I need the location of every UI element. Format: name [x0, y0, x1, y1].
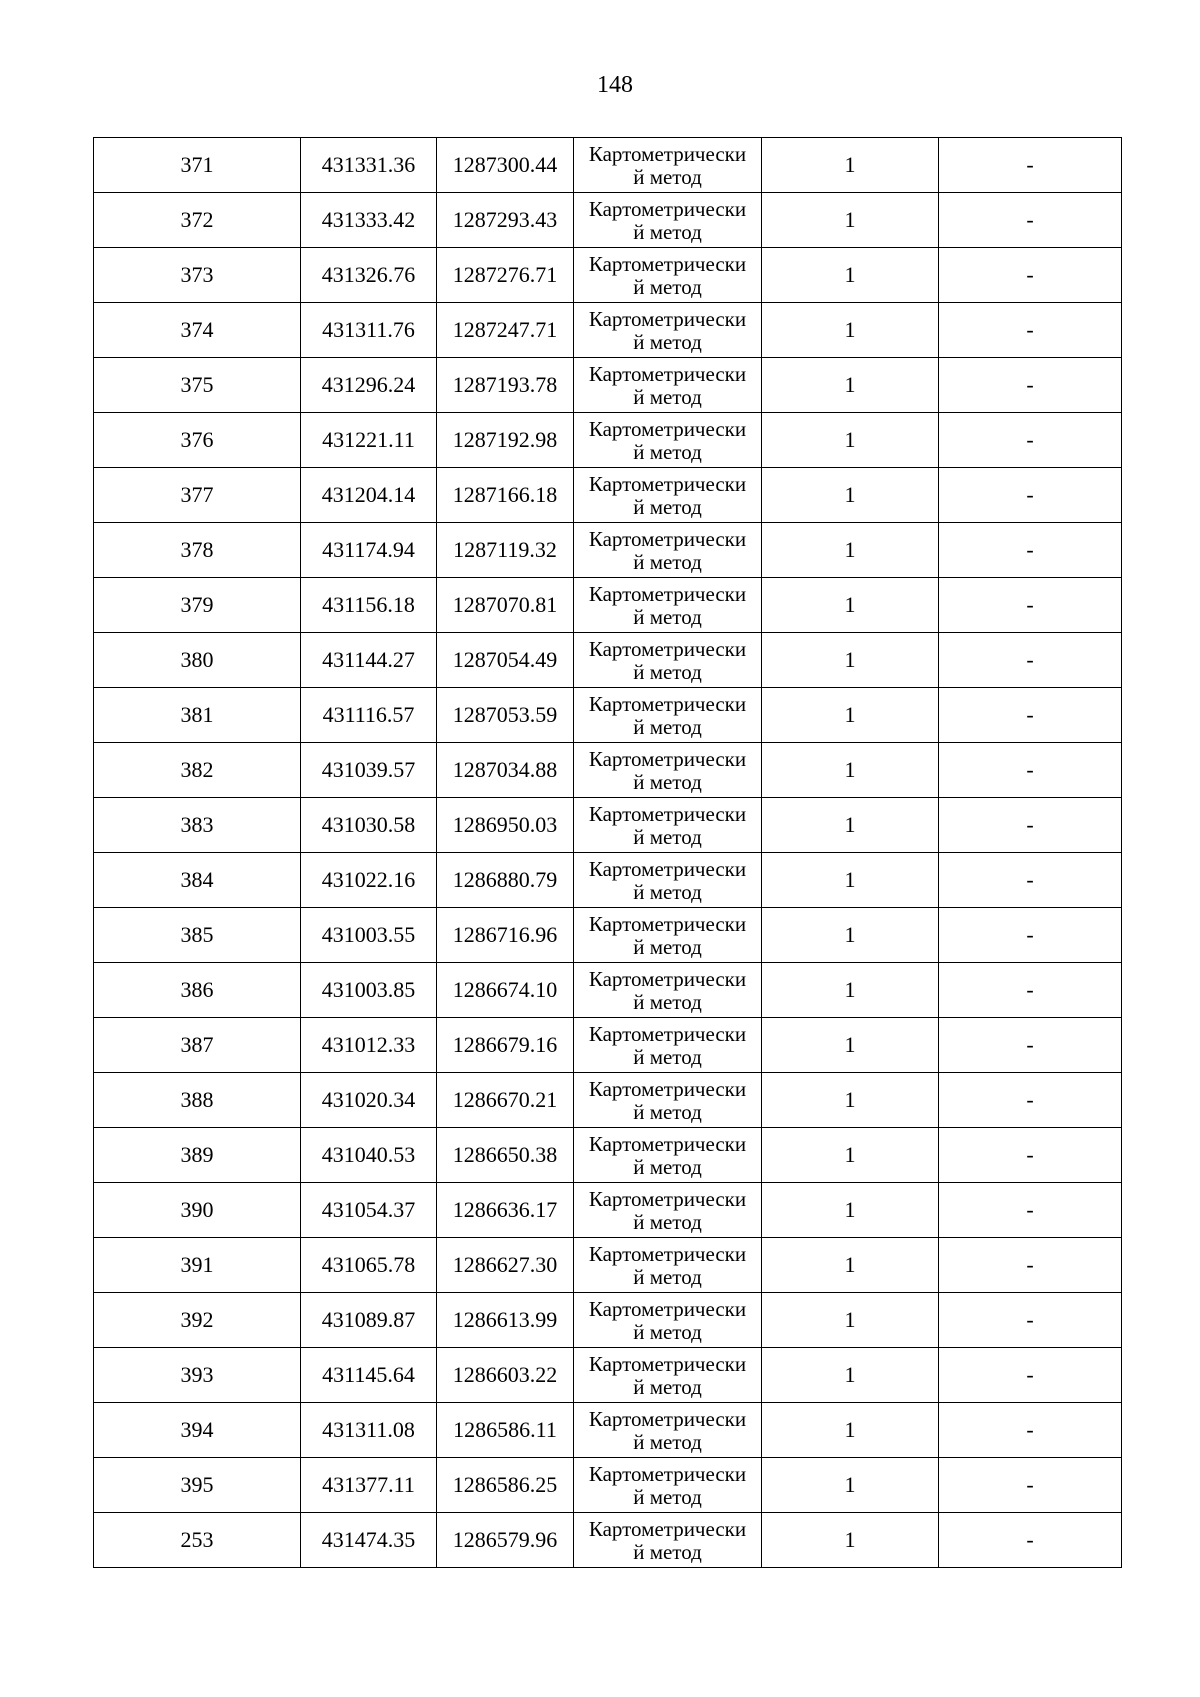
- coordinates-table-body: [94, 138, 1122, 1568]
- method-cell: [574, 303, 762, 358]
- method-line-1: Картометрически: [588, 1352, 747, 1376]
- method-line-2: й метод: [633, 275, 702, 299]
- method-line-2: й метод: [633, 1100, 702, 1124]
- point-number-cell: 392: [94, 1293, 301, 1348]
- method-cell: [574, 1128, 762, 1183]
- x-coordinate-cell: 431089.87: [301, 1293, 437, 1348]
- method-cell: [574, 523, 762, 578]
- table-row: [94, 193, 1122, 248]
- accuracy-cell: 1: [762, 743, 939, 798]
- accuracy-cell: 1: [762, 1183, 939, 1238]
- table-row: [94, 138, 1122, 193]
- method-cell: [574, 633, 762, 688]
- table-row: [94, 1348, 1122, 1403]
- method-line-2: й метод: [633, 1485, 702, 1509]
- point-number-cell: 393: [94, 1348, 301, 1403]
- point-number-cell: 378: [94, 523, 301, 578]
- method-cell: [574, 578, 762, 633]
- x-coordinate-cell: 431311.08: [301, 1403, 437, 1458]
- note-cell: -: [939, 743, 1122, 798]
- note-cell: -: [939, 853, 1122, 908]
- y-coordinate-cell: 1286586.11: [437, 1403, 574, 1458]
- point-number-cell: 387: [94, 1018, 301, 1073]
- method-cell: [574, 1348, 762, 1403]
- y-coordinate-cell: 1286586.25: [437, 1458, 574, 1513]
- x-coordinate-cell: 431331.36: [301, 138, 437, 193]
- x-coordinate-cell: 431156.18: [301, 578, 437, 633]
- table-row: [94, 413, 1122, 468]
- y-coordinate-cell: 1287054.49: [437, 633, 574, 688]
- accuracy-cell: 1: [762, 1513, 939, 1568]
- accuracy-cell: 1: [762, 138, 939, 193]
- method-line-1: Картометрически: [588, 1407, 747, 1431]
- method-line-2: й метод: [633, 1320, 702, 1344]
- method-cell: [574, 138, 762, 193]
- method-cell: [574, 358, 762, 413]
- method-cell: [574, 1238, 762, 1293]
- accuracy-cell: 1: [762, 1128, 939, 1183]
- y-coordinate-cell: 1287193.78: [437, 358, 574, 413]
- method-line-1: Картометрически: [588, 1022, 747, 1046]
- accuracy-cell: 1: [762, 413, 939, 468]
- method-cell: [574, 468, 762, 523]
- table-row: [94, 1458, 1122, 1513]
- method-line-1: Картометрически: [588, 692, 747, 716]
- note-cell: -: [939, 523, 1122, 578]
- method-line-2: й метод: [633, 330, 702, 354]
- method-line-2: й метод: [633, 550, 702, 574]
- y-coordinate-cell: 1287070.81: [437, 578, 574, 633]
- x-coordinate-cell: 431003.55: [301, 908, 437, 963]
- method-line-1: Картометрически: [588, 527, 747, 551]
- accuracy-cell: 1: [762, 1458, 939, 1513]
- method-line-2: й метод: [633, 1045, 702, 1069]
- table-row: [94, 468, 1122, 523]
- y-coordinate-cell: 1287276.71: [437, 248, 574, 303]
- method-cell: [574, 413, 762, 468]
- method-line-1: Картометрически: [588, 967, 747, 991]
- x-coordinate-cell: 431012.33: [301, 1018, 437, 1073]
- method-line-1: Картометрически: [588, 637, 747, 661]
- table-row: [94, 1128, 1122, 1183]
- point-number-cell: 377: [94, 468, 301, 523]
- method-line-1: Картометрически: [588, 802, 747, 826]
- note-cell: -: [939, 578, 1122, 633]
- method-line-2: й метод: [633, 880, 702, 904]
- table-row: [94, 1018, 1122, 1073]
- y-coordinate-cell: 1287034.88: [437, 743, 574, 798]
- method-line-2: й метод: [633, 495, 702, 519]
- point-number-cell: 386: [94, 963, 301, 1018]
- point-number-cell: 376: [94, 413, 301, 468]
- accuracy-cell: 1: [762, 1293, 939, 1348]
- method-line-1: Картометрически: [588, 417, 747, 441]
- y-coordinate-cell: 1286603.22: [437, 1348, 574, 1403]
- note-cell: -: [939, 1293, 1122, 1348]
- point-number-cell: 379: [94, 578, 301, 633]
- accuracy-cell: 1: [762, 303, 939, 358]
- note-cell: -: [939, 1458, 1122, 1513]
- method-line-1: Картометрически: [588, 1187, 747, 1211]
- table-row: [94, 248, 1122, 303]
- method-line-1: Картометрически: [588, 252, 747, 276]
- x-coordinate-cell: 431333.42: [301, 193, 437, 248]
- x-coordinate-cell: 431022.16: [301, 853, 437, 908]
- point-number-cell: 372: [94, 193, 301, 248]
- method-line-2: й метод: [633, 165, 702, 189]
- accuracy-cell: 1: [762, 1073, 939, 1128]
- note-cell: -: [939, 1238, 1122, 1293]
- table-row: [94, 908, 1122, 963]
- x-coordinate-cell: 431144.27: [301, 633, 437, 688]
- note-cell: -: [939, 138, 1122, 193]
- method-line-1: Картометрически: [588, 582, 747, 606]
- x-coordinate-cell: 431377.11: [301, 1458, 437, 1513]
- point-number-cell: 382: [94, 743, 301, 798]
- y-coordinate-cell: 1286880.79: [437, 853, 574, 908]
- method-line-1: Картометрически: [588, 1242, 747, 1266]
- method-cell: [574, 688, 762, 743]
- method-line-2: й метод: [633, 825, 702, 849]
- note-cell: -: [939, 468, 1122, 523]
- method-cell: [574, 1018, 762, 1073]
- note-cell: -: [939, 1128, 1122, 1183]
- accuracy-cell: 1: [762, 853, 939, 908]
- x-coordinate-cell: 431116.57: [301, 688, 437, 743]
- method-cell: [574, 1403, 762, 1458]
- x-coordinate-cell: 431039.57: [301, 743, 437, 798]
- y-coordinate-cell: 1287166.18: [437, 468, 574, 523]
- point-number-cell: 384: [94, 853, 301, 908]
- x-coordinate-cell: 431040.53: [301, 1128, 437, 1183]
- table-row: [94, 303, 1122, 358]
- method-line-1: Картометрически: [588, 142, 747, 166]
- method-cell: [574, 1073, 762, 1128]
- point-number-cell: 389: [94, 1128, 301, 1183]
- x-coordinate-cell: 431204.14: [301, 468, 437, 523]
- method-line-1: Картометрически: [588, 912, 747, 936]
- table-row: [94, 1513, 1122, 1568]
- table-row: [94, 523, 1122, 578]
- y-coordinate-cell: 1286627.30: [437, 1238, 574, 1293]
- point-number-cell: 375: [94, 358, 301, 413]
- x-coordinate-cell: 431054.37: [301, 1183, 437, 1238]
- table-row: [94, 688, 1122, 743]
- note-cell: -: [939, 1513, 1122, 1568]
- point-number-cell: 395: [94, 1458, 301, 1513]
- method-line-2: й метод: [633, 1540, 702, 1564]
- method-line-1: Картометрически: [588, 1297, 747, 1321]
- method-line-1: Картометрически: [588, 747, 747, 771]
- method-cell: [574, 963, 762, 1018]
- note-cell: -: [939, 1348, 1122, 1403]
- note-cell: -: [939, 1403, 1122, 1458]
- y-coordinate-cell: 1286636.17: [437, 1183, 574, 1238]
- accuracy-cell: 1: [762, 468, 939, 523]
- method-line-1: Картометрически: [588, 307, 747, 331]
- page-number: 148: [597, 72, 633, 98]
- method-cell: [574, 1293, 762, 1348]
- method-line-2: й метод: [633, 770, 702, 794]
- method-line-2: й метод: [633, 660, 702, 684]
- method-line-2: й метод: [633, 220, 702, 244]
- method-cell: [574, 193, 762, 248]
- method-line-1: Картометрически: [588, 1517, 747, 1541]
- method-line-1: Картометрически: [588, 1132, 747, 1156]
- accuracy-cell: 1: [762, 908, 939, 963]
- accuracy-cell: 1: [762, 248, 939, 303]
- x-coordinate-cell: 431065.78: [301, 1238, 437, 1293]
- note-cell: -: [939, 1073, 1122, 1128]
- x-coordinate-cell: 431296.24: [301, 358, 437, 413]
- table-row: [94, 1238, 1122, 1293]
- method-line-2: й метод: [633, 1210, 702, 1234]
- table-row: [94, 743, 1122, 798]
- x-coordinate-cell: 431221.11: [301, 413, 437, 468]
- accuracy-cell: 1: [762, 1403, 939, 1458]
- point-number-cell: 388: [94, 1073, 301, 1128]
- method-line-1: Картометрически: [588, 857, 747, 881]
- accuracy-cell: 1: [762, 963, 939, 1018]
- y-coordinate-cell: 1287247.71: [437, 303, 574, 358]
- y-coordinate-cell: 1286650.38: [437, 1128, 574, 1183]
- note-cell: -: [939, 413, 1122, 468]
- y-coordinate-cell: 1286579.96: [437, 1513, 574, 1568]
- point-number-cell: 381: [94, 688, 301, 743]
- table-row: [94, 358, 1122, 413]
- y-coordinate-cell: 1286716.96: [437, 908, 574, 963]
- note-cell: -: [939, 908, 1122, 963]
- method-line-1: Картометрически: [588, 362, 747, 386]
- accuracy-cell: 1: [762, 578, 939, 633]
- x-coordinate-cell: 431003.85: [301, 963, 437, 1018]
- method-cell: [574, 908, 762, 963]
- table-row: [94, 798, 1122, 853]
- table-row: [94, 1403, 1122, 1458]
- accuracy-cell: 1: [762, 523, 939, 578]
- point-number-cell: 391: [94, 1238, 301, 1293]
- accuracy-cell: 1: [762, 1238, 939, 1293]
- method-cell: [574, 798, 762, 853]
- point-number-cell: 253: [94, 1513, 301, 1568]
- x-coordinate-cell: 431020.34: [301, 1073, 437, 1128]
- note-cell: -: [939, 798, 1122, 853]
- x-coordinate-cell: 431145.64: [301, 1348, 437, 1403]
- point-number-cell: 385: [94, 908, 301, 963]
- note-cell: -: [939, 303, 1122, 358]
- accuracy-cell: 1: [762, 633, 939, 688]
- method-line-2: й метод: [633, 605, 702, 629]
- note-cell: -: [939, 633, 1122, 688]
- note-cell: -: [939, 358, 1122, 413]
- method-line-2: й метод: [633, 1375, 702, 1399]
- accuracy-cell: 1: [762, 688, 939, 743]
- x-coordinate-cell: 431326.76: [301, 248, 437, 303]
- x-coordinate-cell: 431311.76: [301, 303, 437, 358]
- method-line-2: й метод: [633, 440, 702, 464]
- method-line-2: й метод: [633, 1155, 702, 1179]
- method-line-2: й метод: [633, 990, 702, 1014]
- accuracy-cell: 1: [762, 193, 939, 248]
- accuracy-cell: 1: [762, 1018, 939, 1073]
- y-coordinate-cell: 1287300.44: [437, 138, 574, 193]
- note-cell: -: [939, 688, 1122, 743]
- note-cell: -: [939, 1018, 1122, 1073]
- point-number-cell: 390: [94, 1183, 301, 1238]
- accuracy-cell: 1: [762, 798, 939, 853]
- x-coordinate-cell: 431030.58: [301, 798, 437, 853]
- method-line-1: Картометрически: [588, 1077, 747, 1101]
- y-coordinate-cell: 1286679.16: [437, 1018, 574, 1073]
- y-coordinate-cell: 1287192.98: [437, 413, 574, 468]
- method-line-2: й метод: [633, 935, 702, 959]
- method-line-2: й метод: [633, 385, 702, 409]
- method-line-2: й метод: [633, 1430, 702, 1454]
- y-coordinate-cell: 1287053.59: [437, 688, 574, 743]
- x-coordinate-cell: 431174.94: [301, 523, 437, 578]
- method-cell: [574, 743, 762, 798]
- method-cell: [574, 1183, 762, 1238]
- coordinates-table: [93, 137, 1122, 1568]
- point-number-cell: 373: [94, 248, 301, 303]
- method-line-1: Картометрически: [588, 472, 747, 496]
- method-cell: [574, 248, 762, 303]
- method-cell: [574, 853, 762, 908]
- table-row: [94, 853, 1122, 908]
- table-row: [94, 578, 1122, 633]
- point-number-cell: 383: [94, 798, 301, 853]
- table-row: [94, 633, 1122, 688]
- method-cell: [574, 1458, 762, 1513]
- note-cell: -: [939, 963, 1122, 1018]
- method-line-1: Картометрически: [588, 1462, 747, 1486]
- note-cell: -: [939, 193, 1122, 248]
- y-coordinate-cell: 1286950.03: [437, 798, 574, 853]
- y-coordinate-cell: 1286674.10: [437, 963, 574, 1018]
- note-cell: -: [939, 248, 1122, 303]
- accuracy-cell: 1: [762, 1348, 939, 1403]
- point-number-cell: 374: [94, 303, 301, 358]
- y-coordinate-cell: 1286613.99: [437, 1293, 574, 1348]
- y-coordinate-cell: 1287293.43: [437, 193, 574, 248]
- table-row: [94, 1293, 1122, 1348]
- x-coordinate-cell: 431474.35: [301, 1513, 437, 1568]
- y-coordinate-cell: 1286670.21: [437, 1073, 574, 1128]
- table-row: [94, 963, 1122, 1018]
- point-number-cell: 371: [94, 138, 301, 193]
- method-cell: [574, 1513, 762, 1568]
- table-row: [94, 1073, 1122, 1128]
- method-line-2: й метод: [633, 1265, 702, 1289]
- method-line-2: й метод: [633, 715, 702, 739]
- y-coordinate-cell: 1287119.32: [437, 523, 574, 578]
- accuracy-cell: 1: [762, 358, 939, 413]
- point-number-cell: 380: [94, 633, 301, 688]
- point-number-cell: 394: [94, 1403, 301, 1458]
- table-row: [94, 1183, 1122, 1238]
- method-line-1: Картометрически: [588, 197, 747, 221]
- note-cell: -: [939, 1183, 1122, 1238]
